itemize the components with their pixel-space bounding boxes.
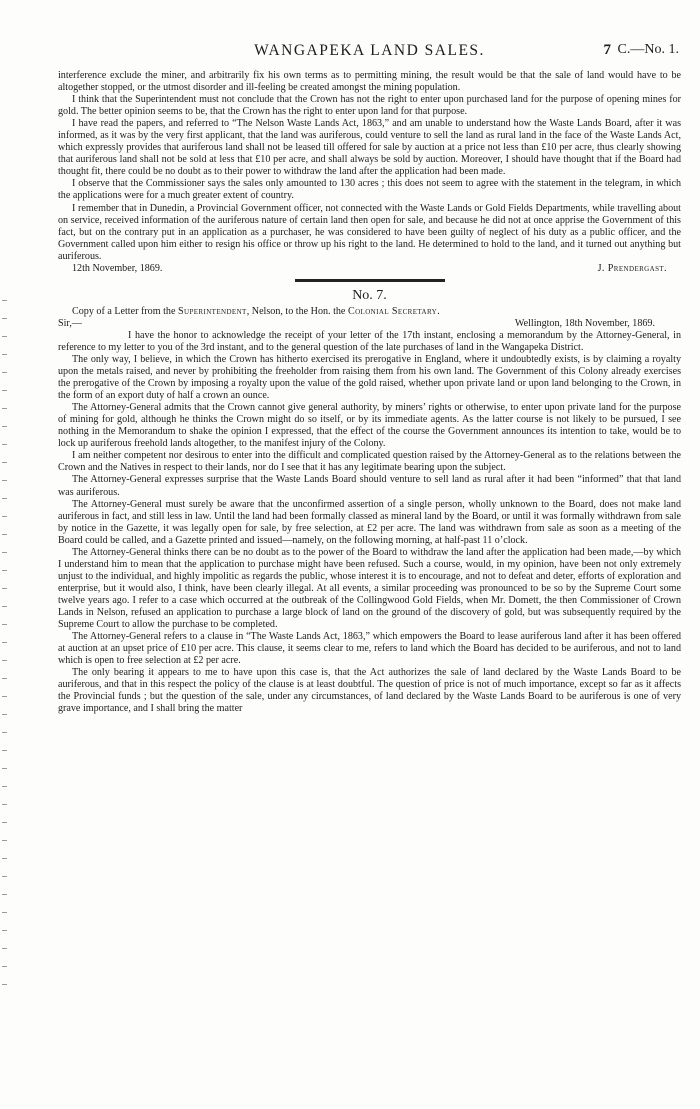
paragraph: I have the honor to acknowledge the receipt of your letter of the 17th instant, enclosing a memorandum by the Attorney-General, in reference to my letter to you of the 3rd instant, and to the general question of the late purchases of land in the Wangapeka District. (58, 329, 681, 353)
letter-date: 12th November, 1869. (72, 262, 163, 274)
paragraph: I am neither competent nor desirous to enter into the difficult and complicated question raised by the Attorney-General as to the relations between the Crown and the Natives in respect to their lands, nor do I see that it has any legitimate bearing upon the subject. (58, 450, 681, 474)
salutation: Sir,— (58, 317, 82, 329)
paper-reference: C.—No. 1. (617, 42, 679, 57)
signature: J. Prendergast. (597, 262, 667, 274)
salutation-line (58, 318, 681, 330)
paragraph: I have read the papers, and referred to “The Nelson Waste Lands Act, 1863,” and am unable to understand how the Waste Lands Board, after it was informed, as it was by the very first applicant, that the land was auriferous, could venture to sell the land as rural land in the face of the Waste Lands Act, which expressly provides that auriferous land shall not be leased till offered for sale by auction at a price not less than £10 per acre, thus clearly showing that auriferous land shall not be sold at less that £10 per acre, and shall always be sold by auction. Moreover, I should have thought that if the Board had thought fit, there could be no doubt as to their power to withdraw the land after the application had been made. (58, 118, 681, 178)
previous-letter (58, 70, 681, 275)
paragraph: I remember that in Dunedin, a Provincial Government officer, not connected with the Waste Lands or Gold Fields Departments, while travelling about on service, received information of the auriferous nature of certain land then open for sale, and because he did not at once apprise the Government of this fact, but on the contrary put in an application as a purchaser, he was considered to have been guilty of neglect of his duty as a public officer, and the Government called upon him either to resign his office or throw up his right to the land. He determined to hold to the land, and it turned out anything but auriferous. (58, 202, 681, 262)
page (58, 42, 681, 715)
paragraph: The only bearing it appears to me to have upon this case is, that the Act authorizes the sale of land declared by the Waste Lands Board to be auriferous, and that in this respect the policy of the clause is at least doubtful. The question of price is not of much importance, except so far as it affects the Provincial funds ; but the question of the sale, under any circumstances, of land declared by the Waste Lands Board to be auriferous is one of very grave importance, and I shall bring the matter (58, 667, 681, 715)
paragraph: I think that the Superintendent must not conclude that the Crown has not the right to enter upon purchased land for the purpose of opening mines for gold. The better opinion seems to be, that the Crown has the right to enter upon land for that purpose. (58, 94, 681, 118)
letter-body (58, 330, 681, 716)
paragraph: interference exclude the miner, and arbitrarily fix his own terms as to permitting mining, the result would be that the sale of land would have to be altogether stopped, or the utmost disorder and ill-feeling be created amongst the mining population. (58, 70, 681, 94)
place-date: Wellington, 18th November, 1869. (514, 317, 655, 329)
paragraph: I observe that the Commissioner says the sales only amounted to 130 acres ; this does not seem to agree with the statement in the telegram, in which the applications were for a much greater extent of country. (58, 178, 681, 202)
page-title: WANGAPEKA LAND SALES. (254, 42, 485, 59)
paragraph: The Attorney-General expresses surprise that the Waste Lands Board should venture to sell land as rural after it had been “informed” that that land was auriferous. (58, 474, 681, 498)
page-number: 7 (603, 42, 611, 58)
running-header (58, 42, 681, 70)
binding-marks (2, 0, 10, 1109)
document-intro: Copy of a Letter from the Superintendent, Nelson, to the Hon. the Colonial Secretary. (72, 305, 440, 317)
paragraph: The only way, I believe, in which the Crown has hitherto exercised its prerogative in England, where it undoubtedly exists, is by claiming a royalty upon the metals raised, and never by prohibiting the freeholder from raising them from his own land. The Government of this Colony already exercises the prerogative of the Crown by imposing a royalty upon the value of the gold raised, whether upon private land or upon land belonging to the Crown, in the form of an export duty of half a crown an ounce. (58, 353, 681, 402)
recipient: Colonial Secretary (347, 305, 438, 317)
section-divider (295, 279, 445, 282)
document-number: No. 7. (352, 287, 387, 303)
paragraph: The Attorney-General admits that the Crown cannot give general authority, by miners’ rights or otherwise, to enter upon private land for the purpose of mining for gold, although he thinks the Crown might do so itself, or by its immediate agents. As the latter course is not likely to be pursued, I see nothing in the Memorandum to shake the opinion I expressed, that the effect of the course the Government announces its intention to take, would be to lock up auriferous freehold lands altogether, to the manifest injury of the Colony. (58, 402, 681, 450)
paragraph: The Attorney-General must surely be aware that the unconfirmed assertion of a single person, wholly unknown to the Board, does not make land auriferous in fact, and still less in law. Until the land had been formally classed as mineral land by the Board, or until it was formally withdrawn from sale by notice in the Gazette, it was legally open for sale, by free selection, at £2 per acre. The land was withdrawn from sale as soon as a meeting of the Board could be called, and a Gazette printed and issued—namely, on the following morning, at half-past 11 o’clock. (58, 498, 681, 546)
sender: Superintendent (177, 305, 247, 317)
paragraph: The Attorney-General refers to a clause in “The Waste Lands Act, 1863,” which empowers the Board to lease auriferous land after it has been offered at auction at an upset price of £10 per acre. This clause, it seems clear to me, refers to land which the Board has decided to be auriferous, and not to land which is open to free selection at £2 per acre. (58, 631, 681, 667)
letter-closing (58, 263, 681, 275)
paragraph: The Attorney-General thinks there can be no doubt as to the power of the Board to withdraw the land after the application had been made,—by which I understand him to mean that the application to purchase might have been refused. Such a course, would, in my opinion, have been not only extremely unjust to the individual, and highly impolitic as regards the public, whose interest it is to encourage, and not to defeat and deter, efforts of exploration and enterprise, but it would also, I think, have been clearly illegal. At all events, a similar proceeding was pronounced to be so by the Supreme Court some twelve years ago. I refer to a case which occurred at the outbreak of the Collingwood Gold Fields, when Mr. Domett, the then Commissioner of Crown Lands in Nelson, refused an application to purchase a large block of land on the ground of the discovery of gold, but was subsequently required by the Supreme Court to allow the purchase to be completed. (58, 546, 681, 631)
